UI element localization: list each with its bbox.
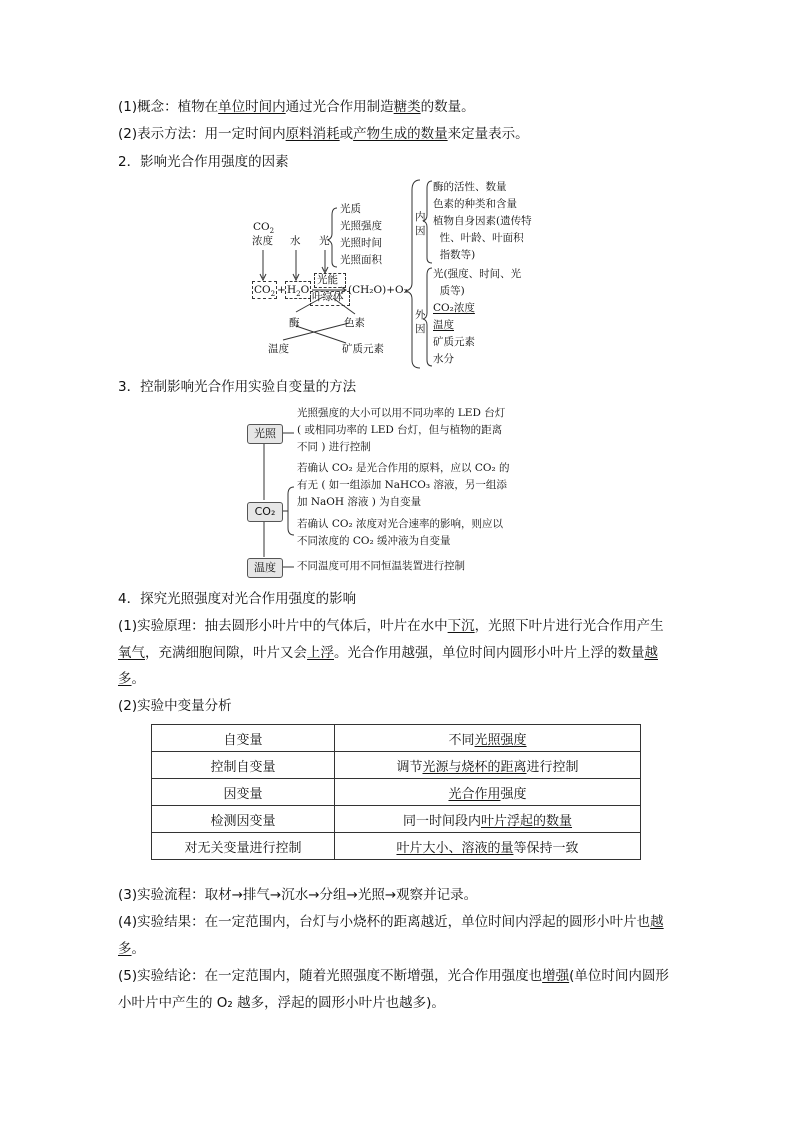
table-cell-left: 检测因变量 [152, 806, 335, 833]
principle-line-2: 氧气，充满细胞间隙，叶片又会上浮。光合作用越强，单位时间内圆形小叶片上浮的数量越 [118, 645, 658, 661]
underline-more-2: 多 [118, 671, 132, 687]
light-item-quality: 光质 [340, 203, 361, 215]
underline-more-1: 越 [644, 645, 658, 661]
principle-line-1: (1)实验原理：抽去圆形小叶片中的气体后，叶片在水中下沉，光照下叶片进行光合作用产生 [118, 618, 664, 634]
co2-method-1-line-3: 加 NaOH 溶液 ) 为自变量 [297, 496, 422, 508]
light-method-line-2: ( 或相同功率的 LED 台灯，但与植物的距离 [297, 424, 503, 436]
underline-result-1: 越 [650, 914, 664, 930]
table-row [152, 806, 641, 833]
internal-item-enzyme: 酶的活性、数量 [433, 181, 507, 193]
internal-item-plant-2: 性、叶龄、叶面积 [433, 232, 524, 244]
concept-underline-2: 糖类 [393, 99, 421, 115]
temperature-label: 温度 [268, 343, 289, 355]
mineral-label: 矿质元素 [342, 343, 384, 355]
internal-factor-label: 内因 [415, 211, 426, 237]
light-energy-label: 光能 [317, 274, 338, 286]
concept-text-2: 通过光合作用制造 [285, 99, 394, 115]
co2-method-1 [297, 460, 510, 511]
pigment-label: 色素 [344, 317, 365, 329]
enzyme-label: 酶 [289, 317, 300, 329]
underline-sink: 下沉 [447, 618, 475, 634]
light-item-area: 光照面积 [340, 254, 382, 266]
co2-brace [288, 487, 294, 535]
variable-analysis-heading: (2)实验中变量分析 [118, 698, 232, 714]
table-cell-left: 对无关变量进行控制 [152, 833, 335, 860]
light-item-time: 光照时间 [340, 237, 382, 249]
internal-item-pigment: 色素的种类和含量 [433, 198, 517, 210]
internal-item-plant: 植物自身因素(遗传特 [433, 215, 532, 227]
chloroplast-label: 叶绿体 [312, 291, 344, 303]
external-item-mineral: 矿质元素 [433, 336, 475, 348]
table-cell-right: 不同光照强度 [335, 725, 641, 752]
external-factor-label: 外因 [415, 309, 426, 335]
external-item-temperature: 温度 [433, 319, 454, 331]
product-label: (CH₂O)+O₂ [348, 284, 408, 296]
table-cell-left: 控制自变量 [152, 752, 335, 779]
internal-item-plant-3: 指数等) [433, 249, 476, 261]
variable-table [151, 724, 641, 860]
table-row [152, 779, 641, 806]
result-line-2: 多。 [118, 941, 145, 957]
principle-line-3: 多。 [118, 671, 145, 687]
expr-underline-1: 原料消耗 [285, 126, 340, 142]
co2-method-1-line-1: 若确认 CO₂ 是光合作用的原料，应以 CO₂ 的 [297, 462, 510, 474]
heading-3: 3．控制影响光合作用实验自变量的方法 [118, 379, 357, 395]
concept-text-3: 的数量。 [420, 99, 475, 115]
expr-underline-2: 产物生成的数量 [353, 126, 448, 142]
table-cell-right: 同一时间段内叶片浮起的数量 [335, 806, 641, 833]
co2-method-2-line-2: 不同浓度的 CO₂ 缓冲液为自变量 [297, 535, 451, 547]
table-cell-right: 调节光源与烧杯的距离进行控制 [335, 752, 641, 779]
expr-text-3: 来定量表示。 [447, 126, 529, 142]
co2-method-2 [297, 516, 503, 550]
table-row [152, 752, 641, 779]
heading-4: 4．探究光照强度对光合作用强度的影响 [118, 591, 357, 607]
external-item-water: 水分 [433, 353, 454, 365]
external-item-light-2: 质等) [433, 285, 465, 297]
light-item-intensity: 光照强度 [340, 220, 382, 232]
procedure-line: (3)实验流程：取材→排气→沉水→分组→光照→观察并记录。 [118, 887, 478, 903]
table-cell-left: 因变量 [152, 779, 335, 806]
tag-temperature: 温度 [247, 558, 283, 578]
temperature-method: 不同温度可用不同恒温装置进行控制 [297, 560, 465, 572]
underline-oxygen: 氧气 [118, 645, 145, 661]
light-method [297, 405, 505, 456]
underline-increase: 增强 [542, 968, 570, 984]
expr-text: (2)表示方法：用一定时间内 [118, 126, 286, 142]
co2-method-1-line-2: 有无 ( 如一组添加 NaHCO₃ 溶液，另一组添 [297, 479, 507, 491]
co2-method-2-line-1: 若确认 CO₂ 浓度对光合速率的影响，则应以 [297, 518, 504, 530]
concept-text: (1)概念：植物在 [118, 99, 219, 115]
table-cell-left: 自变量 [152, 725, 335, 752]
tag-co2: CO₂ [247, 502, 283, 522]
h2o-box-label: $H_2O$ [287, 284, 310, 299]
heading-2: 2．影响光合作用强度的因素 [118, 154, 289, 170]
external-item-co2: CO₂浓度 [433, 302, 475, 314]
expr-text-2: 或 [339, 126, 354, 142]
co2-label: $CO_2$ [253, 221, 275, 236]
concept-underline-1: 单位时间内 [218, 99, 286, 115]
table-cell-right: 光合作用强度 [335, 779, 641, 806]
light-method-line-3: 不同 ) 进行控制 [297, 441, 371, 453]
underline-result-2: 多 [118, 941, 132, 957]
plus-sign: + [277, 284, 286, 296]
light-method-line-1: 光照强度的大小可以用不同功率的 LED 台灯 [297, 407, 506, 419]
co2-box-label: $CO_2$ [254, 284, 276, 299]
table-cell-right: 叶片大小、溶液的量等保持一致 [335, 833, 641, 860]
concentration-label: 浓度 [252, 235, 273, 247]
tag-light: 光照 [247, 424, 283, 444]
result-line-1: (4)实验结果：在一定范围内，台灯与小烧杯的距离越近，单位时间内浮起的圆形小叶片也越 [118, 914, 664, 930]
table-row [152, 725, 641, 752]
underline-float: 上浮 [307, 645, 334, 661]
light-label: 光 [319, 235, 330, 247]
table-row [152, 833, 641, 860]
conclusion-line-2: 小叶片中产生的 O₂ 越多，浮起的圆形小叶片也越多)。 [118, 995, 445, 1011]
external-item-light: 光(强度、时间、光 [433, 268, 522, 280]
conclusion-line-1: (5)实验结论：在一定范围内，随着光照强度不断增强，光合作用强度也增强(单位时间内圆形 [118, 968, 669, 984]
water-label: 水 [290, 235, 301, 247]
